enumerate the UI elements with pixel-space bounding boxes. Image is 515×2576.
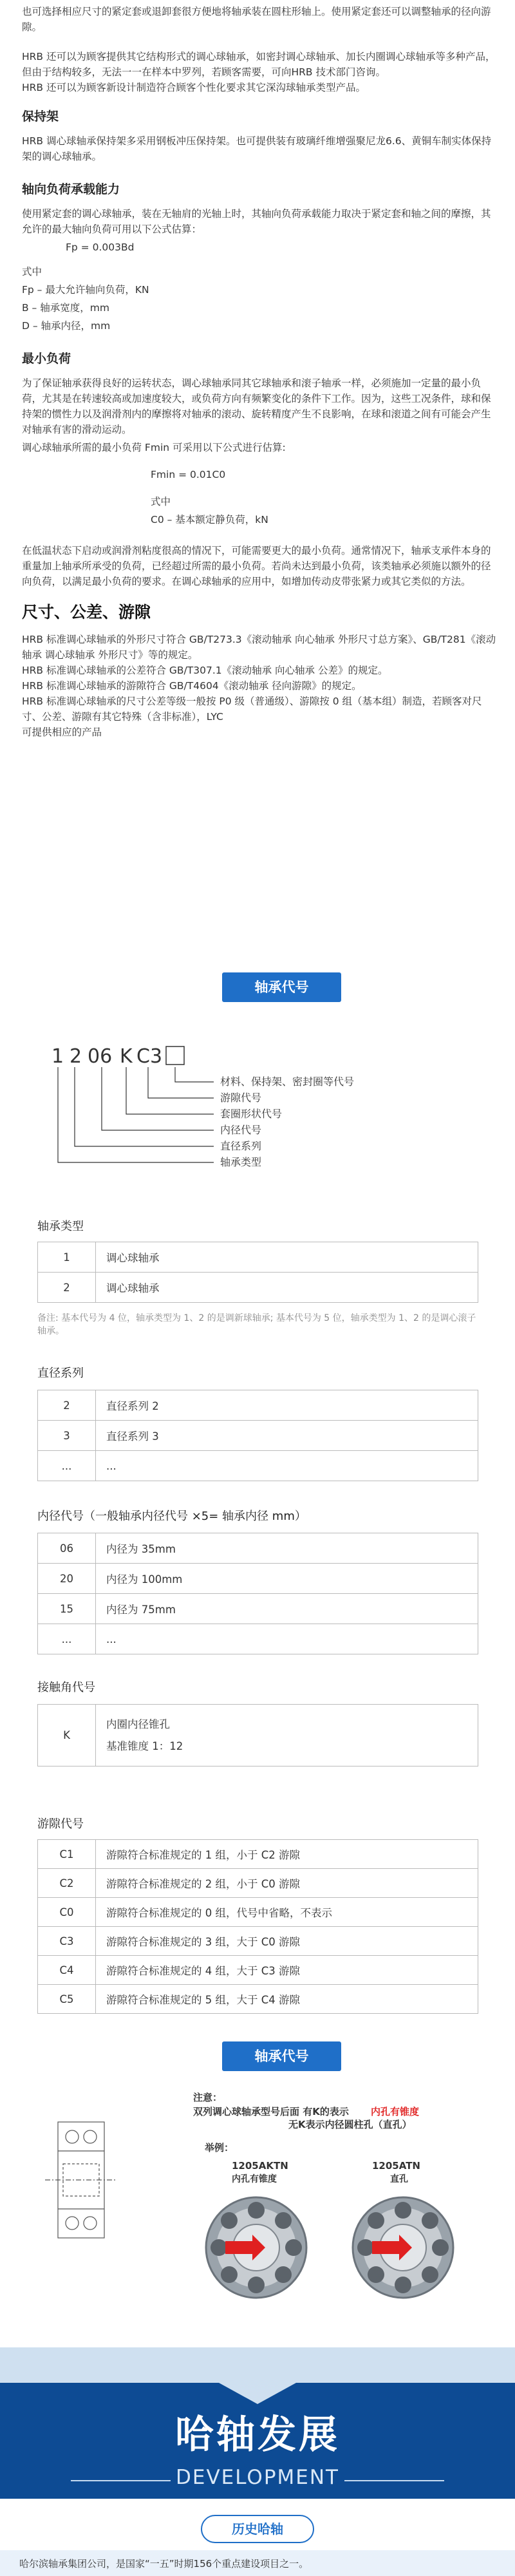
axial-formula: Fp = 0.003Bd (66, 242, 135, 253)
min-load-para: 为了保证轴承获得良好的运转状态，调心球轴承同其它球轴承和滚子轴承一样，必须施加一定量的最小负荷，尤其是在转速较高或加速度较大，或负荷方向有频繁变化的条件下工作。因为，这些工况条件，球和保持架的惯性力以及润滑剂内的摩擦将对轴承的滚动、旋转精度产生不良影响，在球和滚道之间有可能会产生对轴承有害的滑动运动。 (22, 377, 491, 435)
table-cell: 调心球轴承 (96, 1273, 478, 1303)
intro-para-2: HRB 还可以为顾客提供其它结构形式的调心球轴承，如密封调心球轴承、加长内圈调心球轴承等多种产品，但由于结构较多，无法一一在样本中罗列，若顾客需要，可向HRB 技术部门咨询。 HRB 还可以为顾客新设计制造符合顾客个性化要求其它深沟球轴承类型产品。 (22, 51, 496, 93)
left-caption: 内孔有锥度 (232, 2174, 277, 2184)
example-note-label: 注意： (193, 2092, 223, 2103)
table-cell: 2 (38, 1273, 96, 1303)
table-cell: 游隙符合标准规定的 3 组，大于 C0 游隙 (96, 1927, 478, 1956)
bearing-code-diagram (45, 1034, 470, 1201)
min-load-title: 最小负荷 (22, 352, 71, 366)
min-load-para-2: 调心球轴承所需的最小负荷 Fmin 可采用以下公式进行估算: (22, 442, 286, 453)
table-row (38, 1869, 478, 1898)
straight-bore-bearing-image (353, 2160, 453, 2298)
axial-legend-title: 式中 (22, 266, 42, 278)
example-note-line1b: 内孔有锥度 (371, 2106, 420, 2117)
bore-code-title: 内径代号（一般轴承内径代号 ×5= 轴承内径 mm） (37, 1510, 306, 1523)
table-row (38, 1624, 478, 1654)
table-row (38, 1927, 478, 1956)
table-row (38, 1451, 478, 1481)
table-row (38, 1390, 478, 1421)
table-cell: 内径为 100mm (96, 1564, 478, 1594)
bore-code-section (37, 1507, 478, 1654)
bearing-type-note: 备注: 基本代号为 4 位，轴承类型为 1、2 的是调新球轴承; 基本代号为 5 位，轴承类型为 1、2 的是调心滚子轴承。 (37, 1313, 476, 1336)
example-label: 举例： (205, 2142, 234, 2154)
contact-table (37, 1704, 478, 1766)
table-cell: 15 (38, 1594, 96, 1624)
bearing-example-figure (0, 2087, 515, 2338)
bearing-type-section (37, 1217, 478, 1338)
code-label-1: 材料、保持架、密封圈等代号 (220, 1075, 355, 1088)
clearance-table (37, 1839, 478, 2014)
banner-decoration (0, 2347, 515, 2405)
code-char-3: 06 (88, 1045, 113, 1068)
dims-para: HRB 标准调心球轴承的外形尺寸符合 GB/T273.3《滚动轴承 向心轴承 外形尺寸总方案》、GB/T281《滚动轴承 调心球轴承 外形尺寸》等的规定。 HRB 标准调心球轴承的公差符合 GB/T307.1《滚动轴承 向心轴承 公差》的规定。 HRB 标准调心球轴承的游隙符合 GB/T4604《滚动轴承 径向游隙》的规定。 HRB 标准调心球轴承的尺寸公差等级一般按 P0 级（普通级）、游隙按 0 组（基本组）制造，若顾客对尺寸、公差、游隙有其它特殊（含非标准），LYC 可提供相应的产品 (22, 634, 496, 738)
table-row (38, 1564, 478, 1594)
contact-title: 接触角代号 (37, 1681, 95, 1694)
contact-desc-2: 基准锥度 1：12 (106, 1739, 183, 1752)
table-row (38, 1594, 478, 1624)
table-cell: ... (96, 1451, 478, 1481)
table-cell: C4 (38, 1956, 96, 1985)
table-cell: 直径系列 3 (96, 1421, 478, 1451)
table-cell: 06 (38, 1533, 96, 1564)
table-cell: 3 (38, 1421, 96, 1451)
table-row (38, 1840, 478, 1869)
axial-legend-3: D – 轴承内径，mm (22, 320, 111, 332)
table-row (38, 1421, 478, 1451)
code-char-5: C3 (136, 1045, 163, 1068)
code-label-6: 轴承类型 (220, 1156, 262, 1168)
table-cell: C3 (38, 1927, 96, 1956)
table-cell: 1 (38, 1242, 96, 1273)
tapered-bore-bearing-image (206, 2160, 306, 2298)
axial-legend-2: B – 轴承宽度，mm (22, 302, 109, 314)
min-load-legend-title: 式中 (151, 496, 171, 507)
table-cell: 20 (38, 1564, 96, 1594)
table-cell (96, 1705, 478, 1766)
development-subtitle: DEVELOPMENT (176, 2466, 339, 2489)
divider-right (344, 2480, 444, 2481)
bearing-code-pill: 轴承代号 (222, 972, 341, 1002)
table-cell: C0 (38, 1898, 96, 1927)
contact-desc-1: 内圈内径锥孔 (106, 1718, 170, 1730)
code-label-4: 内径代号 (220, 1124, 262, 1136)
example-note-line1a: 双列调心球轴承型号后面 有K的表示 (193, 2106, 349, 2117)
development-title: 哈轴发展 (175, 2412, 340, 2458)
table-cell: 游隙符合标准规定的 5 组，大于 C4 游隙 (96, 1985, 478, 2014)
clearance-title: 游隙代号 (37, 1817, 84, 1831)
history-pill: 历史哈轴 (201, 2515, 314, 2543)
code-char-2: 2 (70, 1045, 82, 1068)
code-char-4: K (120, 1045, 133, 1068)
table-row (38, 1985, 478, 2014)
table-row (38, 1705, 478, 1766)
table-cell: 内径为 35mm (96, 1533, 478, 1564)
table-cell: 调心球轴承 (96, 1242, 478, 1273)
dims-title: 尺寸、公差、游隙 (22, 603, 151, 621)
table-cell: ... (38, 1451, 96, 1481)
table-cell: C2 (38, 1869, 96, 1898)
min-load-formula: Fmin = 0.01C0 (151, 469, 226, 480)
code-char-1: 1 (52, 1045, 64, 1068)
bore-code-table (37, 1533, 478, 1654)
axial-para: 使用紧定套的调心球轴承，装在无轴肩的光轴上时，其轴向负荷承载能力取决于紧定套和轴之间的摩擦，其允许的最大轴向负荷可用以下公式估算： (22, 208, 491, 235)
right-model: 1205ATN (372, 2160, 420, 2172)
table-row (38, 1242, 478, 1273)
table-cell: 游隙符合标准规定的 0 组，代号中省略，不表示 (96, 1898, 478, 1927)
diameter-series-table (37, 1390, 478, 1481)
table-cell: ... (38, 1624, 96, 1654)
code-label-2: 游隙代号 (220, 1092, 262, 1104)
code-label-5: 直径系列 (220, 1140, 262, 1152)
table-cell: 游隙符合标准规定的 4 组，大于 C3 游隙 (96, 1956, 478, 1985)
table-cell: C5 (38, 1985, 96, 2014)
intro-section (22, 4, 498, 748)
bearing-type-table (37, 1242, 478, 1303)
bearing-code-pill-2: 轴承代号 (222, 2041, 341, 2071)
table-cell: C1 (38, 1840, 96, 1869)
bearing-type-title: 轴承类型 (37, 1220, 84, 1233)
min-load-para-3: 在低温状态下启动或润滑剂粘度很高的情况下，可能需要更大的最小负荷。通常情况下，轴承支承件本身的重量加上轴承所承受的负荷，已经超过所需的最小负荷。若尚未达到最小负荷，该类轴承必须施以额外的径向负荷，以满足最小负荷的要求。在调心球轴承的应用中，如增加传动皮带张紧力或其它类似的方法。 (22, 545, 491, 587)
table-cell: ... (96, 1624, 478, 1654)
min-load-legend: C0 – 基本额定静负荷，kN (151, 514, 268, 526)
table-cell: 内径为 75mm (96, 1594, 478, 1624)
table-row (38, 1533, 478, 1564)
axial-legend-1: Fp – 最大允许轴向负荷，KN (22, 284, 149, 296)
cage-para: HRB 调心球轴承保持架多采用钢板冲压保持架。也可提供装有玻璃纤维增强聚尼龙6.6、黄铜车制实体保持架的调心球轴承。 (22, 135, 492, 162)
table-cell: K (38, 1705, 96, 1766)
example-note-line2: 无K表示内径圆柱孔（直孔） (288, 2119, 412, 2130)
code-blank-box (166, 1046, 184, 1065)
left-model: 1205AKTN (232, 2160, 288, 2172)
table-cell: 直径系列 2 (96, 1390, 478, 1421)
table-row (38, 1898, 478, 1927)
table-row (38, 1273, 478, 1303)
table-cell: 2 (38, 1390, 96, 1421)
axial-title: 轴向负荷承载能力 (22, 182, 120, 196)
contact-section (37, 1678, 478, 1766)
diameter-series-section (37, 1364, 478, 1481)
bearing-section-drawing (45, 2122, 117, 2238)
diameter-series-title: 直径系列 (37, 1367, 84, 1380)
clearance-section (37, 1815, 478, 2014)
table-cell: 游隙符合标准规定的 2 组，小于 C0 游隙 (96, 1869, 478, 1898)
cage-title: 保持架 (22, 109, 59, 124)
code-label-3: 套圈形状代号 (220, 1108, 283, 1120)
intro-para-1: 也可选择相应尺寸的紧定套或退卸套很方便地将轴承装在圆柱形轴上。使用紧定套还可以调整轴承的径向游隙。 (22, 6, 491, 33)
table-row (38, 1956, 478, 1985)
table-cell: 游隙符合标准规定的 1 组，小于 C2 游隙 (96, 1840, 478, 1869)
right-caption: 直孔 (390, 2174, 408, 2184)
history-text: 哈尔滨轴承集团公司，是国家“一五”时期156个重点建设项目之一。 (0, 2550, 515, 2576)
